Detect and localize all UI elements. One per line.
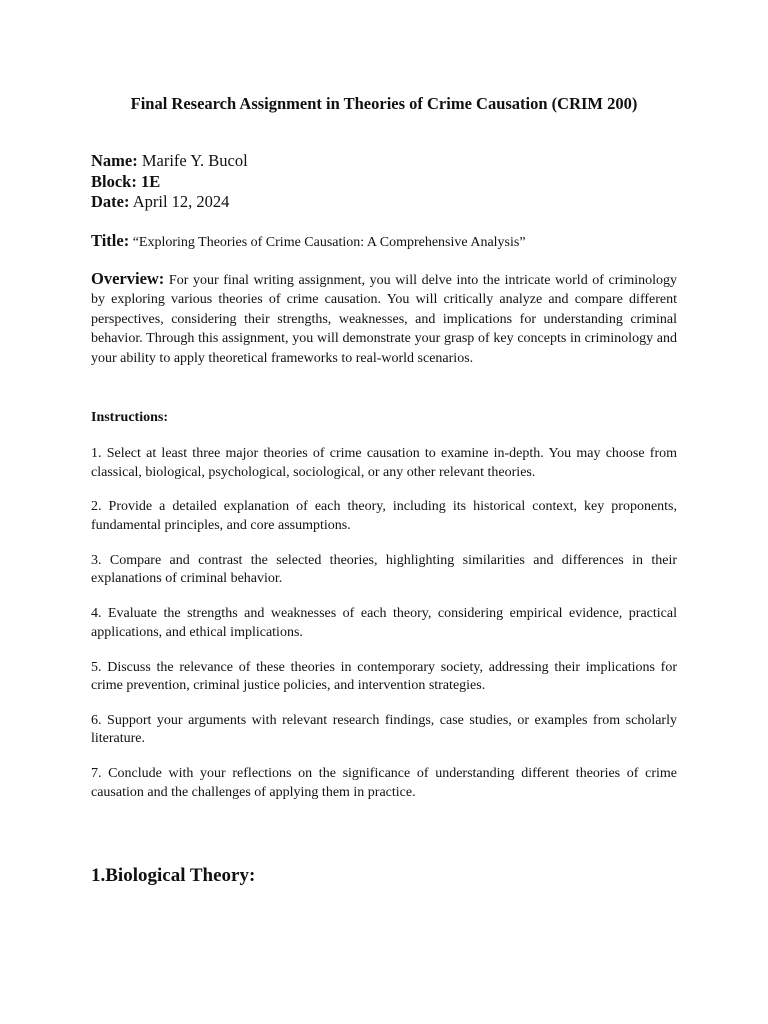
section-heading: 1.Biological Theory: <box>91 865 256 886</box>
instruction-item: 7. Conclude with your reflections on the significance of understanding different theories of crime causation and the challenges of applying them in practice. <box>91 766 677 800</box>
instruction-item: 2. Provide a detailed explanation of each theory, including its historical context, key proponents, fundamental principles, and core assumptions. <box>91 499 677 533</box>
instructions-list <box>91 445 677 819</box>
block-line <box>91 172 248 193</box>
paper-title-label: Title: <box>91 231 130 250</box>
name-label: Name: <box>91 151 138 170</box>
name-line <box>91 151 248 172</box>
instruction-item: 6. Support your arguments with relevant research findings, case studies, or examples from scholarly literature. <box>91 712 677 747</box>
instruction-item: 4. Evaluate the strengths and weaknesses of each theory, considering empirical evidence, practical applications, and ethical implications. <box>91 606 677 640</box>
document-title: Final Research Assignment in Theories of Crime Causation (CRIM 200) <box>130 94 638 113</box>
overview-paragraph <box>91 269 677 368</box>
date-value: April 12, 2024 <box>129 192 230 211</box>
paper-title-line <box>91 231 526 253</box>
block-label: Block: 1E <box>91 171 161 191</box>
date-line <box>91 192 248 213</box>
student-info <box>91 151 248 213</box>
paper-title-value: “Exploring Theories of Crime Causation: A Comprehensive Analysis” <box>129 235 526 250</box>
instruction-item: 1. Select at least three major theories of crime causation to examine in-depth. You may choose from classical, biological, psychological, sociological, or any other relevant theories. <box>91 446 677 480</box>
instructions-heading: Instructions: <box>91 410 169 425</box>
instruction-item: 3. Compare and contrast the selected theories, highlighting similarities and differences in their explanations of criminal behavior. <box>91 552 677 587</box>
date-label: Date: <box>91 192 130 211</box>
instruction-item: 5. Discuss the relevance of these theories in contemporary society, addressing their implications for crime prevention, criminal justice policies, and intervention strategies. <box>91 659 677 694</box>
name-value: Marife Y. Bucol <box>137 151 248 170</box>
overview-text: For your final writing assignment, you will delve into the intricate world of criminology by exploring various theories of crime causation. You will critically analyze and compare different perspectives, considering their strengths, weaknesses, and implications for understanding criminal behavior. Through this assignment, you will demonstrate your grasp of key concepts in criminology and your ability to apply theoretical frameworks to real-world scenarios. <box>91 273 677 366</box>
overview-label: Overview: <box>91 269 165 288</box>
